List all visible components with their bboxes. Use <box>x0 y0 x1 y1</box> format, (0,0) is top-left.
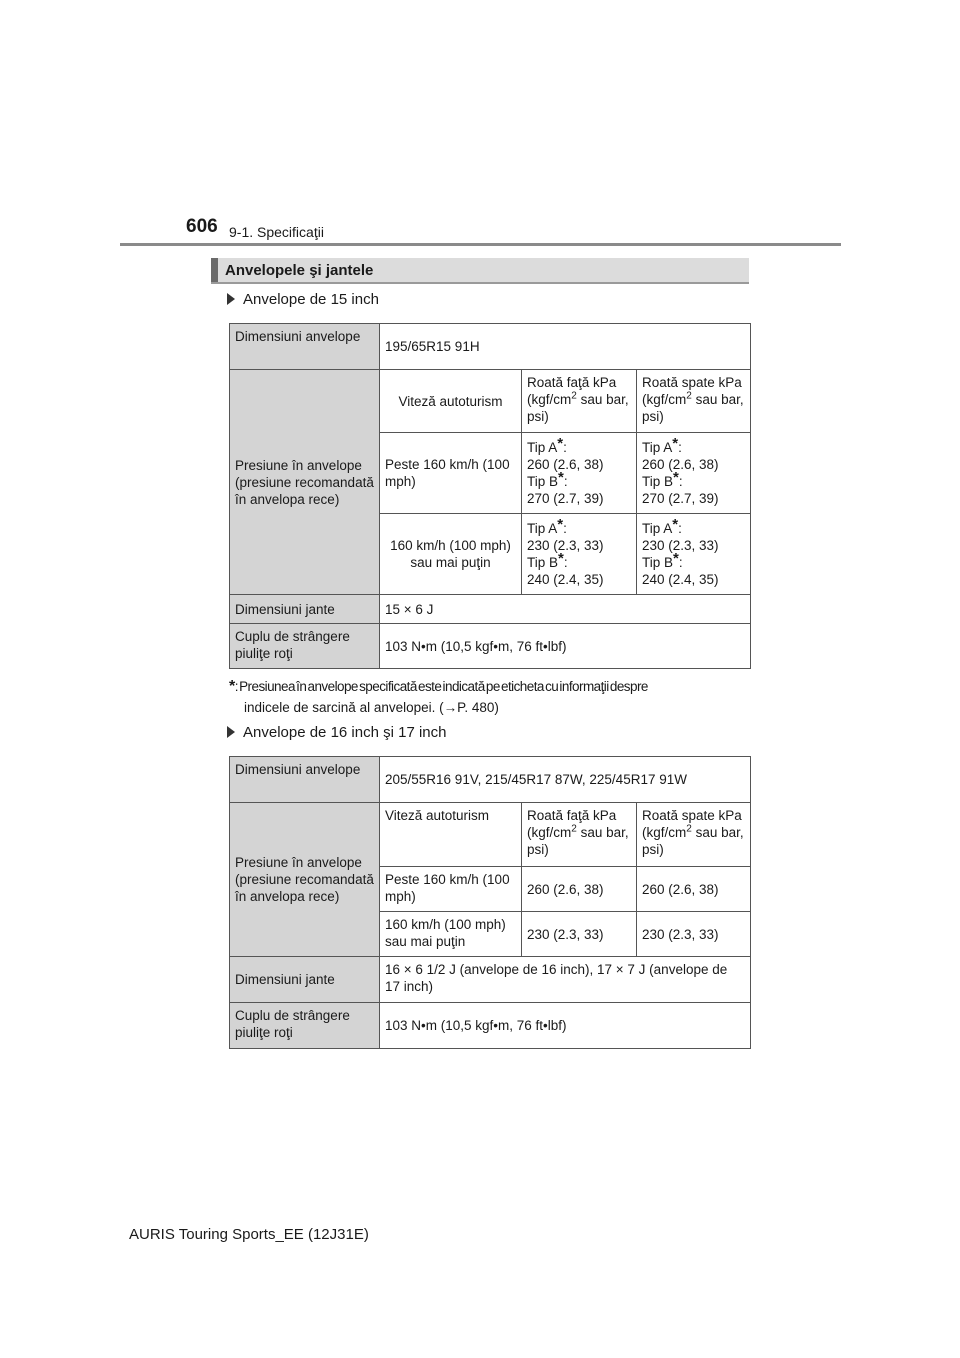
table-row <box>230 324 751 370</box>
front-pressure-cell: 230 (2.3, 33) <box>522 912 637 957</box>
subheading-16-17-inch <box>227 724 446 741</box>
section-heading: Anvelopele şi jantele <box>225 262 374 279</box>
torque-value: 103 N•m (10,5 kgf•m, 76 ft•lbf) <box>380 1003 751 1049</box>
torque-label: Cuplu de strângere piuliţe roţi <box>230 1003 380 1049</box>
table-row <box>230 803 751 867</box>
table-row <box>230 370 751 433</box>
section-heading-bar <box>211 258 749 284</box>
col-header-speed: Viteză autoturism <box>380 803 522 867</box>
header-rule <box>120 243 841 246</box>
wheel-value: 16 × 6 1/2 J (anvelope de 16 inch), 17 × 7 J (anvelope de 17 inch) <box>380 957 751 1003</box>
front-pressure-cell: Tip A*: 230 (2.3, 33) Tip B*: 240 (2.4, 35) <box>522 514 637 595</box>
tire-table-15-inch <box>229 323 751 669</box>
size-value: 205/55R16 91V, 215/45R17 87W, 225/45R17 91W <box>380 757 751 803</box>
footnote <box>229 676 751 718</box>
footnote-line-1: *: Presiunea în anvelope specificată este indicată pe eticheta cu informaţii despre <box>229 678 648 695</box>
wheel-label: Dimensiuni jante <box>230 957 380 1003</box>
size-value: 195/65R15 91H <box>380 324 751 370</box>
page-number: 606 <box>186 216 218 237</box>
size-label: Dimensiuni anvelope <box>230 757 380 803</box>
tire-table-16-17-inch <box>229 756 751 1049</box>
col-header-speed: Viteză autoturism <box>380 370 522 433</box>
subheading-15-inch <box>227 291 379 308</box>
wheel-label: Dimensiuni jante <box>230 595 380 624</box>
speed-cell: Peste 160 km/h (100 mph) <box>380 867 522 912</box>
rear-pressure-cell: Tip A*: 230 (2.3, 33) Tip B*: 240 (2.4, 35) <box>637 514 751 595</box>
subheading-15-inch-text: Anvelope de 15 inch <box>243 291 379 308</box>
rear-pressure-cell: 230 (2.3, 33) <box>637 912 751 957</box>
rear-pressure-cell: 260 (2.6, 38) <box>637 867 751 912</box>
footer-model-code: AURIS Touring Sports_EE (12J31E) <box>129 1226 369 1243</box>
col-header-rear: Roată spate kPa ($kgf/cm^2$ sau bar, psi) <box>637 370 751 433</box>
rear-pressure-cell: Tip A*: 260 (2.6, 38) Tip B*: 270 (2.7, 39) <box>637 433 751 514</box>
speed-cell: 160 km/h (100 mph) sau mai puţin <box>380 912 522 957</box>
front-pressure-cell: Tip A*: 260 (2.6, 38) Tip B*: 270 (2.7, 39) <box>522 433 637 514</box>
triangle-bullet-icon <box>227 293 235 305</box>
col-header-front: Roată faţă kPa ($kgf/cm^2$ sau bar, psi) <box>522 370 637 433</box>
size-label: Dimensiuni anvelope <box>230 324 380 370</box>
subheading-16-17-inch-text: Anvelope de 16 inch şi 17 inch <box>243 724 447 741</box>
table-row <box>230 624 751 669</box>
speed-cell: 160 km/h (100 mph) sau mai puţin <box>380 514 522 595</box>
pressure-label: Presiune în anvelope (presiune recomandată în anvelopa rece) <box>230 803 380 957</box>
triangle-bullet-icon <box>227 726 235 738</box>
table-row <box>230 1003 751 1049</box>
wheel-value: 15 × 6 J <box>380 595 751 624</box>
col-header-front: Roată faţă kPa ($kgf/cm^2$ sau bar, psi) <box>522 803 637 867</box>
table-row <box>230 957 751 1003</box>
section-title: 9-1. Specificaţii <box>229 224 324 240</box>
speed-cell: Peste 160 km/h (100 mph) <box>380 433 522 514</box>
footnote-mark: * <box>229 678 235 695</box>
footnote-line-2: indicele de sarcină al anvelopei. (→P. 480) <box>244 700 499 715</box>
col-header-rear: Roată spate kPa ($kgf/cm^2$ sau bar, psi) <box>637 803 751 867</box>
table-row <box>230 757 751 803</box>
front-pressure-cell: 260 (2.6, 38) <box>522 867 637 912</box>
table-row <box>230 595 751 624</box>
torque-value: 103 N•m (10,5 kgf•m, 76 ft•lbf) <box>380 624 751 669</box>
pressure-label: Presiune în anvelope (presiune recomandată în anvelopa rece) <box>230 370 380 595</box>
torque-label: Cuplu de strângere piuliţe roţi <box>230 624 380 669</box>
heading-accent <box>211 258 218 282</box>
